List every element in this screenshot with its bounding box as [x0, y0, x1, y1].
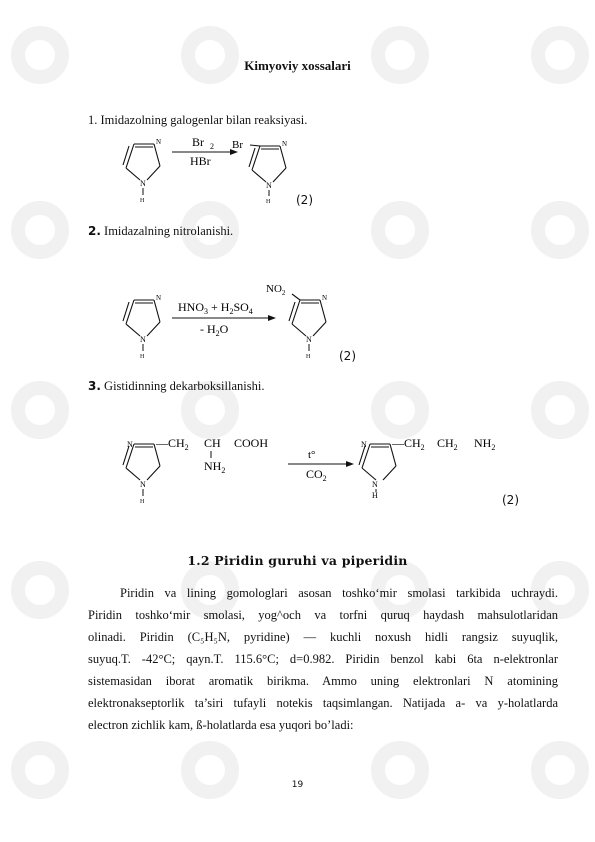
svg-text:H: H	[306, 354, 311, 360]
svg-text:N: N	[140, 335, 146, 344]
reactant-chain: $—CH_2$	[156, 436, 189, 452]
svg-text:N: N	[322, 294, 328, 302]
ring-n-top: N	[156, 138, 162, 146]
reaction-1-scheme	[100, 132, 360, 212]
imidazole-ring-product	[249, 145, 286, 182]
body-paragraph	[88, 582, 558, 736]
arrow-head	[268, 315, 276, 321]
imidazole-ring-reactant	[123, 300, 160, 336]
svg-text:N: N	[127, 440, 133, 449]
reagent-bottom: HBr	[190, 154, 211, 168]
imidazole-ring-product	[289, 294, 326, 336]
svg-text:N: N	[156, 294, 162, 302]
svg-text:H: H	[372, 491, 378, 500]
reaction-2-heading: 2. Imidazalning nitrolanishi.	[88, 224, 234, 238]
paragraph-line: electron zichlik kam, ß-holatlarda esa yuqori bo’ladi:	[88, 718, 354, 732]
equation-number-2: (2)	[339, 349, 356, 363]
equation-number-3: (2)	[502, 493, 519, 507]
reaction-2-scheme	[100, 278, 380, 368]
paragraph-line: Piridin va lining gomologlari asosan toshko‘mir smolasi tarkibida uchraydi.	[120, 586, 558, 600]
paragraph-line: elektronakseptorlik ta’siri tufayli notekis taqsimlangan. Natijada a- va y-holatlarda	[88, 696, 558, 710]
reagent-top: Br	[192, 135, 204, 149]
paragraph-line: olinadi. Piridin (C₅H₅N, pyridine) — kuchli noxush hidli rangsiz suyuqlik,	[88, 630, 558, 644]
reactant-cooh: COOH	[234, 436, 269, 450]
reagent-top: t°	[308, 449, 316, 461]
imidazole-ring-reactant	[123, 444, 160, 480]
paragraph-line: Piridin toshko‘mir smolasi, yog^och va torfni quruq haydash mahsulotlaridan	[88, 608, 558, 622]
reagent-bottom: $CO_2$	[306, 467, 327, 483]
svg-text:N: N	[306, 335, 312, 344]
product-substituent: $NO_2$	[266, 283, 286, 297]
product-substituent: Br	[232, 139, 243, 151]
svg-text:2: 2	[210, 142, 214, 151]
product-ch2: $CH_2$	[437, 436, 458, 452]
reaction-1-heading: 1. Imidazolning galogenlar bilan reaksiyasi.	[88, 113, 308, 127]
arrow-head	[346, 461, 354, 467]
ring-n-bottom: N	[140, 179, 146, 188]
imidazole-ring-reactant	[123, 144, 160, 180]
product-nh2: $NH_2$	[474, 436, 496, 452]
section-title: 1.2 Piridin guruhi va piperidin	[187, 553, 408, 568]
imidazole-ring-product	[359, 444, 396, 480]
svg-text:H: H	[140, 354, 145, 360]
reactant-nh2: $NH_2$	[204, 459, 226, 475]
svg-text:N: N	[140, 480, 146, 489]
ring-h: H	[140, 198, 145, 204]
svg-text:N: N	[372, 480, 378, 489]
page-number: 19	[291, 780, 304, 790]
reactant-ch: CH	[204, 436, 221, 450]
reagent-bottom: - $H_2O$	[200, 322, 229, 338]
equation-number-1: (2)	[296, 193, 313, 207]
paragraph-line: suyuq.T. -42°C; qayn.T. 115.6°C; d=0.982. Piridin benzol kabi 6ta n-elektronlar	[88, 652, 558, 666]
product-chain: $—CH_2$	[392, 436, 425, 452]
svg-text:N: N	[282, 140, 288, 148]
reaction-3-heading: 3. Gistidinning dekarboksillanishi.	[88, 379, 265, 393]
paragraph-line: sistemasidan iborat aromatik birikma. Ammo uning elektronlari N atomining	[88, 674, 558, 688]
reagent-top: $HNO_3 + H_2SO_4$	[178, 300, 253, 316]
svg-text:N: N	[266, 181, 272, 190]
svg-text:H: H	[140, 499, 145, 505]
svg-text:N: N	[361, 440, 367, 449]
svg-text:H: H	[266, 199, 271, 205]
reaction-3-scheme	[100, 430, 530, 515]
page-title: Kimyoviy xossalari	[244, 58, 351, 73]
